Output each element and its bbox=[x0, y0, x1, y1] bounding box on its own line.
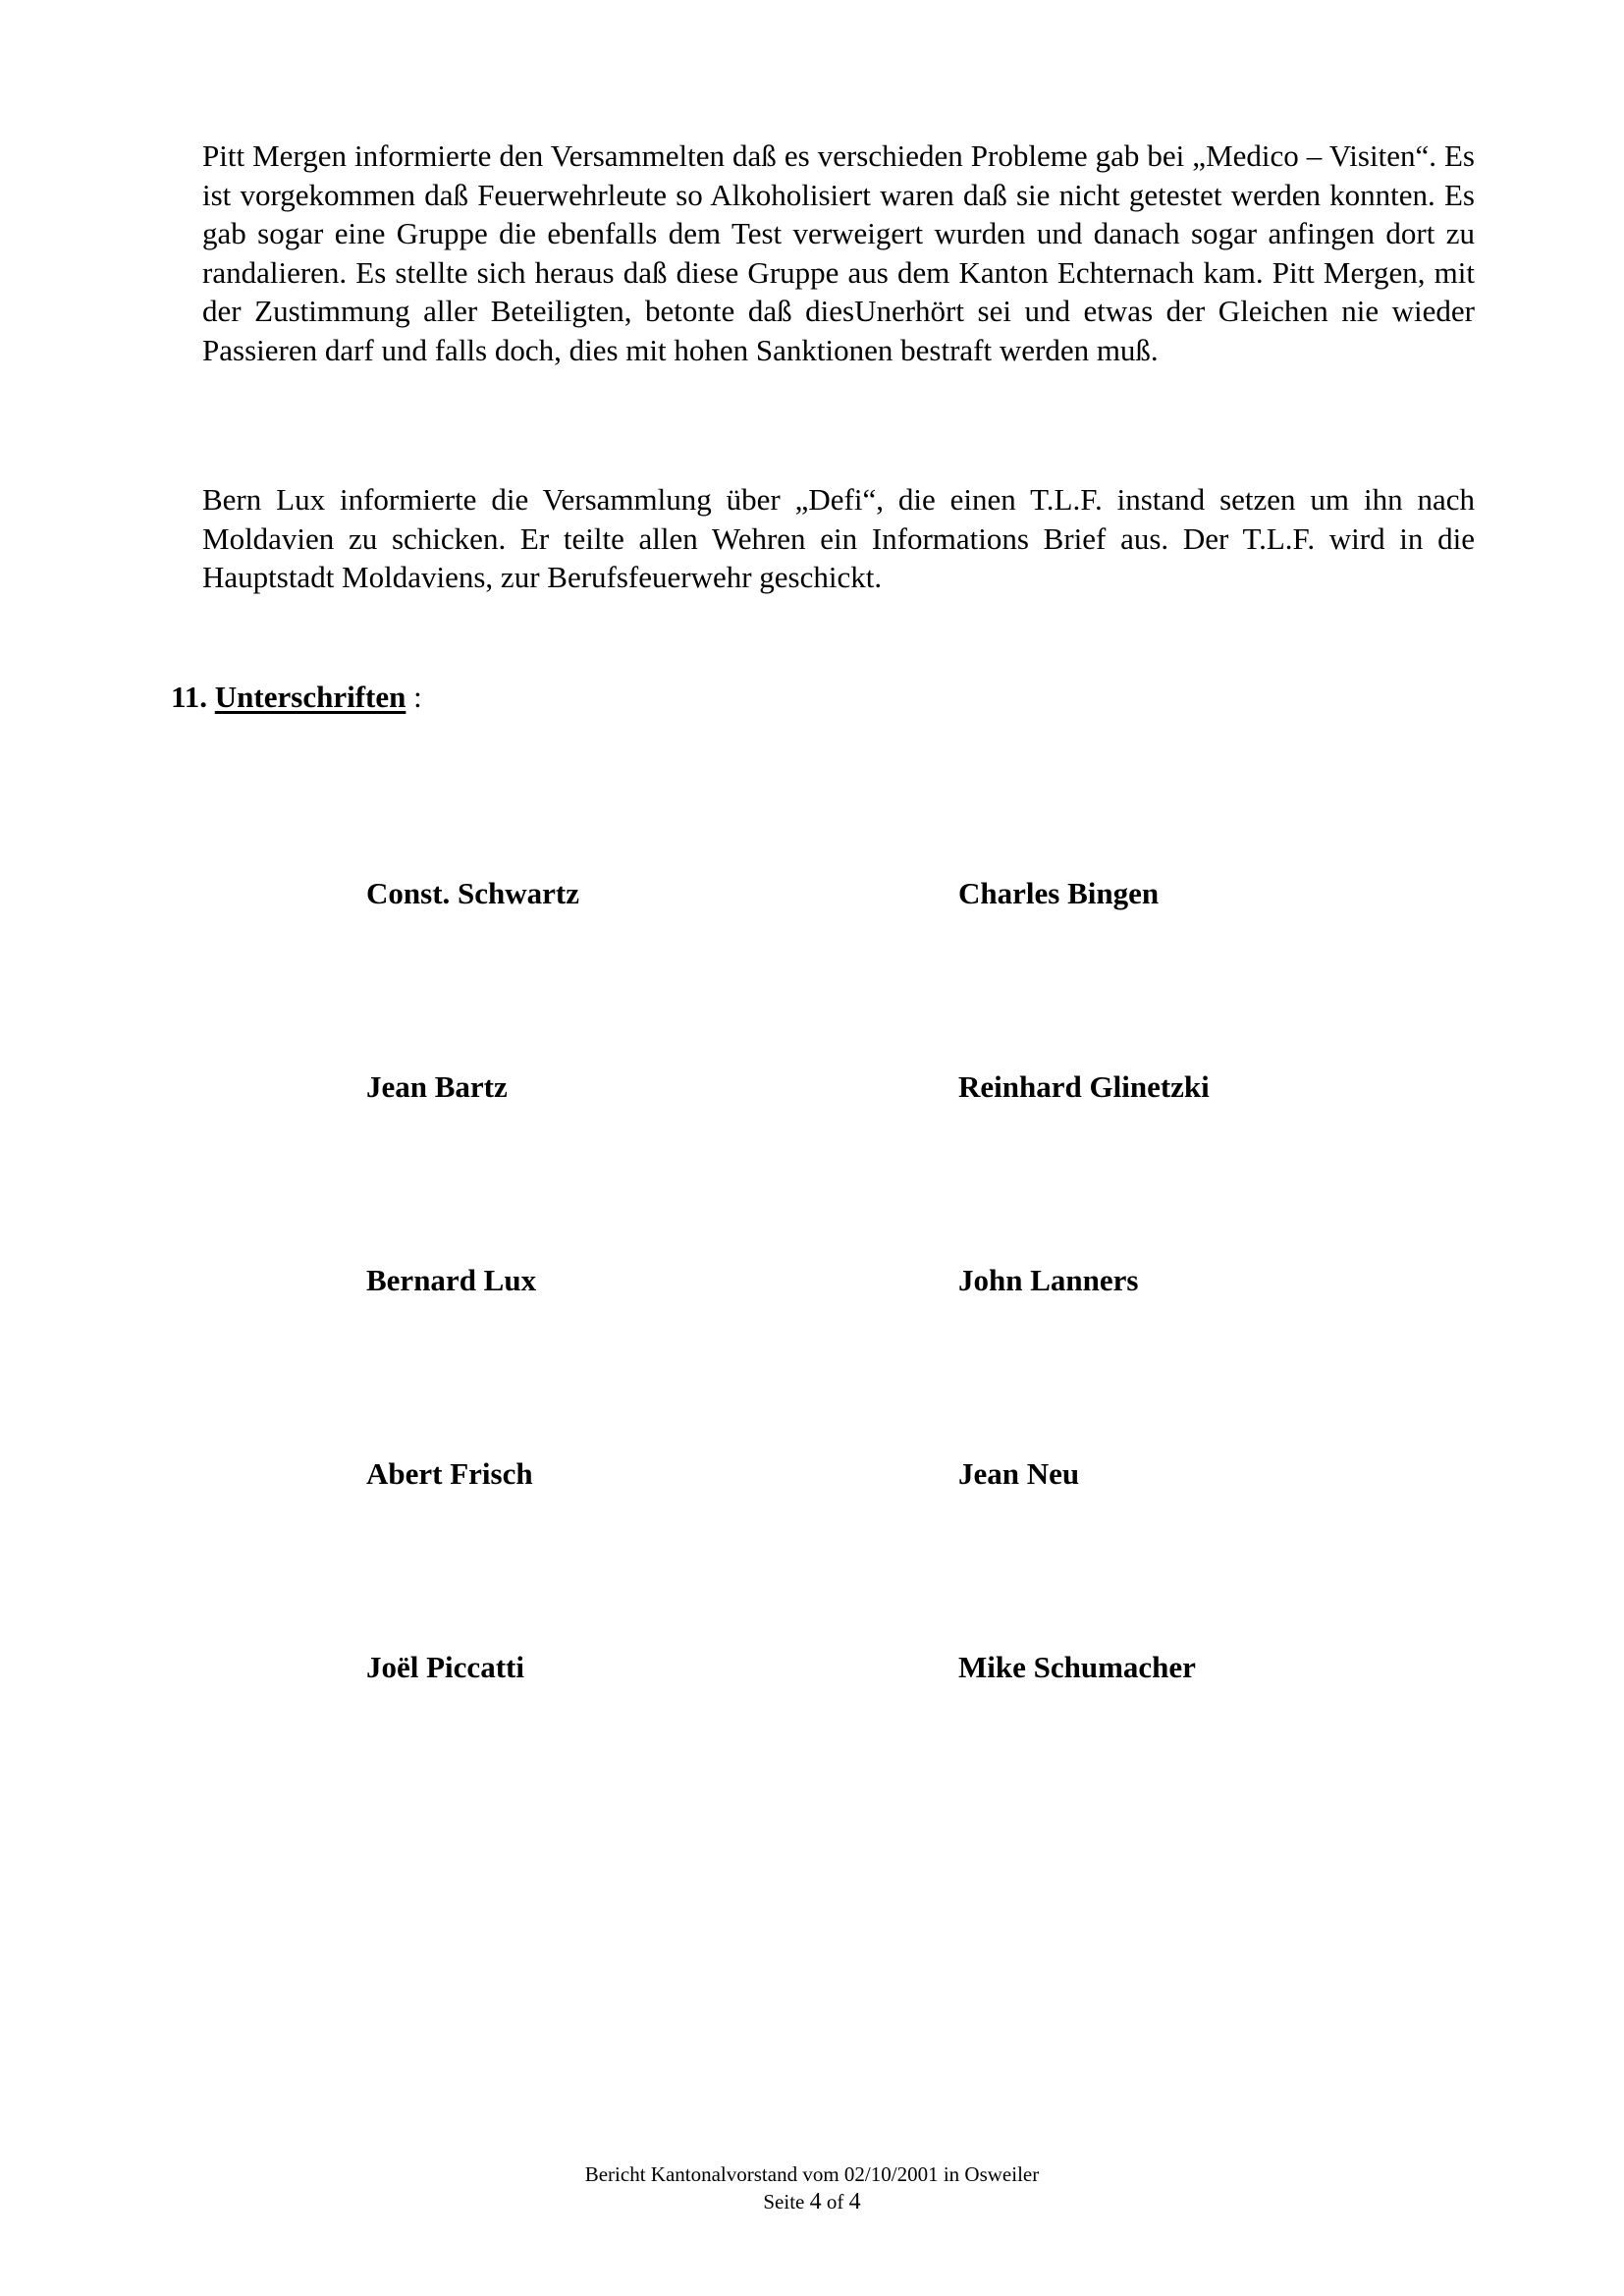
signature-name-right-1: Charles Bingen bbox=[958, 876, 1160, 910]
section-title: Unterschriften bbox=[214, 680, 406, 714]
footer-report-line: Bericht Kantonalvorstand vom 02/10/2001 in Osweiler bbox=[584, 2162, 1040, 2186]
footer-page-of: of bbox=[826, 2190, 844, 2214]
page-footer bbox=[0, 2160, 1624, 2215]
signature-name-left-3: Bernard Lux bbox=[366, 1263, 537, 1297]
signature-name-right-3: John Lanners bbox=[958, 1263, 1139, 1297]
footer-page-number bbox=[0, 2188, 1624, 2215]
section-heading-unterschriften bbox=[171, 678, 422, 717]
section-colon: : bbox=[413, 680, 422, 714]
signature-name-left-2: Jean Bartz bbox=[366, 1069, 508, 1104]
signature-name-left-4: Abert Frisch bbox=[366, 1456, 533, 1491]
body-paragraph-medico-visiten: Pitt Mergen informierte den Versammelten daß es verschieden Probleme gab bei „Medico – Visiten“. Es ist vorgekommen daß Feuerwehrleute so Alkoholisiert waren daß sie nicht getestet werden konnten. Es gab sogar eine Gruppe die ebenfalls dem Test verweigert wurden und danach sogar anfingen dort zu randalieren. Es stellte sich heraus daß diese Gruppe aus dem Kanton Echternach kam. Pitt Mergen, mit der Zustimmung aller Beteiligten, betonte daß diesUnerhört sei und etwas der Gleichen nie wieder Passieren darf und falls doch, dies mit hohen Sanktionen bestraft werden muß. bbox=[202, 138, 1475, 367]
signature-name-left-5: Joël Piccatti bbox=[366, 1650, 524, 1684]
signature-name-left-1: Const. Schwartz bbox=[366, 876, 579, 910]
signature-name-right-4: Jean Neu bbox=[958, 1456, 1080, 1491]
footer-page-current: 4 bbox=[809, 2189, 822, 2214]
signature-name-right-2: Reinhard Glinetzki bbox=[958, 1069, 1210, 1104]
footer-page-label: Seite bbox=[763, 2190, 805, 2214]
body-paragraph-defi: Bern Lux informierte die Versammlung über „Defi“, die einen T.L.F. instand setzen um ihn nach Moldavien zu schicken. Er teilte allen Wehren ein Informations Brief aus. Der T.L.F. wird in die Hauptstadt Moldaviens, zur Berufsfeuerwehr geschickt. bbox=[202, 482, 1475, 594]
footer-page-total: 4 bbox=[848, 2189, 861, 2214]
signature-name-right-5: Mike Schumacher bbox=[958, 1650, 1196, 1684]
section-number: 11. bbox=[171, 680, 208, 714]
